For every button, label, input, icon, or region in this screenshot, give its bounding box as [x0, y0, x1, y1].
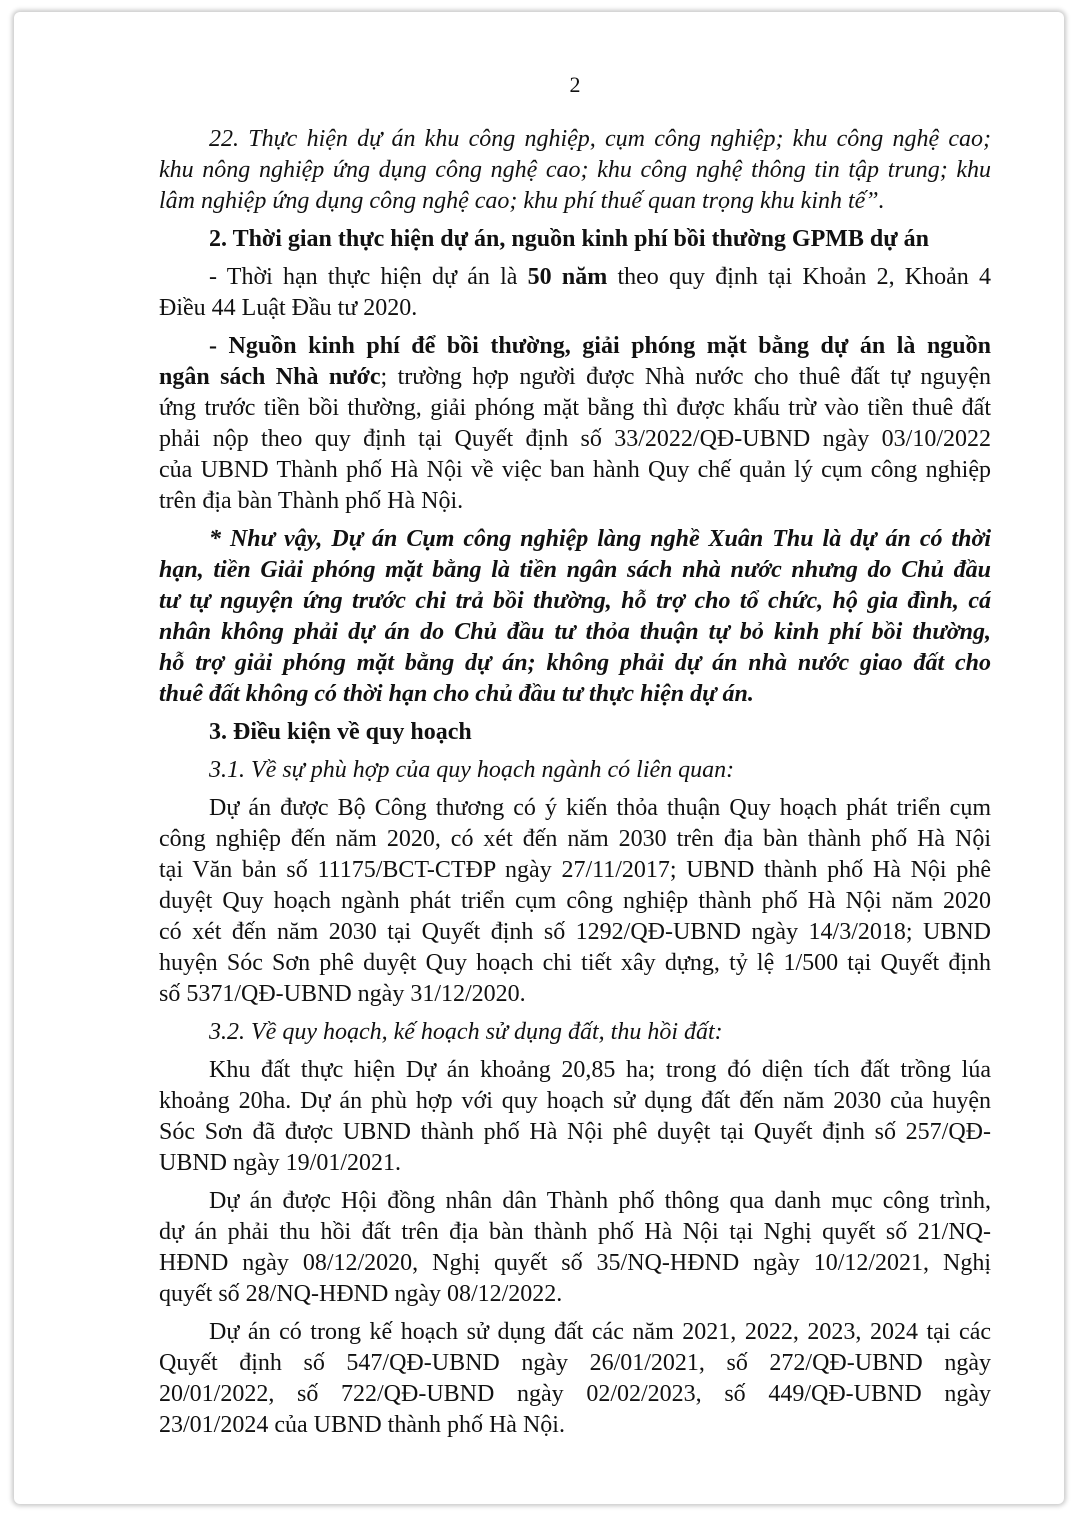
paragraph-line: duyệt Quy hoạch ngành phát triển cụm công nghiệp thành phố Hà Nội năm 2020 [159, 888, 991, 914]
text-run: ngân sách Nhà nước [159, 364, 381, 390]
paragraph-line: thuê đất không có thời hạn cho chủ đầu tư thực hiện dự án. [159, 681, 754, 707]
paragraph-line: tư tự nguyện ứng trước chi trả bồi thường, hỗ trợ cho tổ chức, hộ gia đình, cá [159, 588, 991, 614]
paragraph-line: - Nguồn kinh phí để bồi thường, giải phóng mặt bằng dự án là nguồn [209, 333, 991, 359]
paragraph-line: của UBND Thành phố Hà Nội về việc ban hành Quy chế quản lý cụm công nghiệp [159, 457, 991, 483]
paragraph-line: khoảng 20ha. Dự án phù hợp với quy hoạch sử dụng đất đến năm 2030 của huyện [159, 1088, 991, 1114]
paragraph-line: Sóc Sơn đã được UBND thành phố Hà Nội phê duyệt tại Quyết định số 257/QĐ- [159, 1119, 991, 1145]
subsection-heading-3-1: 3.1. Về sự phù hợp của quy hoạch ngành có liên quan: [209, 757, 735, 783]
paragraph-line: dự án phải thu hồi đất trên địa bàn thành phố Hà Nội tại Nghị quyết số 21/NQ- [159, 1219, 991, 1245]
paragraph-line: khu nông nghiệp ứng dụng công nghệ cao; khu công nghệ thông tin tập trung; khu [159, 157, 991, 183]
paragraph-line [159, 262, 991, 293]
paragraph-line: 23/01/2024 của UBND thành phố Hà Nội. [159, 1412, 565, 1438]
paragraph-line: HĐND ngày 08/12/2020, Nghị quyết số 35/NQ-HĐND ngày 10/12/2021, Nghị [159, 1250, 991, 1276]
paragraph-line: * Như vậy, Dự án Cụm công nghiệp làng nghề Xuân Thu là dự án có thời [209, 526, 991, 552]
paragraph-line: quyết số 28/NQ-HĐND ngày 08/12/2022. [159, 1281, 563, 1307]
paragraph-line: 20/01/2022, số 722/QĐ-UBND ngày 02/02/2023, số 449/QĐ-UBND ngày [159, 1381, 991, 1407]
paragraph-line: Khu đất thực hiện Dự án khoảng 20,85 ha; trong đó diện tích đất trồng lúa [209, 1057, 991, 1083]
paragraph-land-use-plans [159, 1317, 991, 1441]
paragraph-land-area [159, 1055, 991, 1179]
paragraph-line: UBND ngày 19/01/2021. [159, 1150, 401, 1176]
paragraph-line: Quyết định số 547/QĐ-UBND ngày 26/01/2021, số 272/QĐ-UBND ngày [159, 1350, 991, 1376]
paragraph-line: hỗ trợ giải phóng mặt bằng dự án; không phải dự án nhà nước giao đất cho [159, 650, 991, 676]
paragraph-line: Điều 44 Luật Đầu tư 2020. [159, 295, 418, 321]
paragraph-line: nhân không phải dự án do Chủ đầu tư thỏa thuận tự bỏ kinh phí bồi thường, [159, 619, 991, 645]
paragraph-council-resolutions [159, 1186, 991, 1310]
paragraph-line: tại Văn bản số 11175/BCT-CTĐP ngày 27/11/2017; UBND thành phố Hà Nội phê [159, 857, 991, 883]
paragraph-line: trên địa bàn Thành phố Hà Nội. [159, 488, 464, 514]
paragraph-line: ứng trước tiền bồi thường, giải phóng mặt bằng thì được khấu trừ vào tiền thuê đất [159, 395, 991, 421]
paragraph-line: có xét đến năm 2030 tại Quyết định số 1292/QĐ-UBND ngày 14/3/2018; UBND [159, 919, 991, 945]
subsection-heading-3-2: 3.2. Về quy hoạch, kế hoạch sử dụng đất, thu hồi đất: [209, 1019, 723, 1045]
paragraph-planning-industry [159, 793, 991, 1010]
text-run: - Thời hạn thực hiện dự án là [209, 264, 528, 290]
paragraph-conclusion-note [159, 524, 991, 710]
document-body [159, 70, 991, 1448]
paragraph-line [159, 362, 991, 393]
paragraph-line: Dự án được Bộ Công thương có ý kiến thỏa thuận Quy hoạch phát triển cụm [209, 795, 991, 821]
paragraph-funding-source [159, 331, 991, 517]
page-number: 2 [569, 72, 581, 97]
section-heading-2: 2. Thời gian thực hiện dự án, nguồn kinh phí bồi thường GPMB dự án [209, 226, 929, 252]
text-run: theo quy định tại Khoản 2, Khoản 4 [607, 264, 992, 290]
duration-value: 50 năm [527, 264, 608, 290]
paragraph-line: huyện Sóc Sơn phê duyệt Quy hoạch chi tiết xây dựng, tỷ lệ 1/500 tại Quyết định [159, 950, 991, 976]
paragraph-line: Dự án có trong kế hoạch sử dụng đất các năm 2021, 2022, 2023, 2024 tại các [209, 1319, 991, 1345]
paragraph-line: hạn, tiền Giải phóng mặt bằng là tiền ngân sách nhà nước nhưng do Chủ đầu [159, 557, 991, 583]
paragraph-line: công nghiệp đến năm 2020, có xét đến năm 2030 trên địa bàn thành phố Hà Nội [159, 826, 991, 852]
paragraph-line: phải nộp theo quy định tại Quyết định số 33/2022/QĐ-UBND ngày 03/10/2022 [159, 426, 991, 452]
text-run: ; trường hợp người được Nhà nước cho thuê đất tự nguyện [380, 364, 992, 390]
paragraph-line: lâm nghiệp ứng dụng công nghệ cao; khu phí thuế quan trọng khu kinh tế”. [159, 188, 885, 214]
paragraph-project-duration [159, 262, 991, 324]
section-heading-3: 3. Điều kiện về quy hoạch [209, 719, 472, 745]
paragraph-item-22 [159, 124, 991, 217]
paragraph-line: Dự án được Hội đồng nhân dân Thành phố thông qua danh mục công trình, [209, 1188, 991, 1214]
paragraph-line: 22. Thực hiện dự án khu công nghiệp, cụm công nghiệp; khu công nghệ cao; [209, 126, 991, 152]
paragraph-line: số 5371/QĐ-UBND ngày 31/12/2020. [159, 981, 526, 1007]
